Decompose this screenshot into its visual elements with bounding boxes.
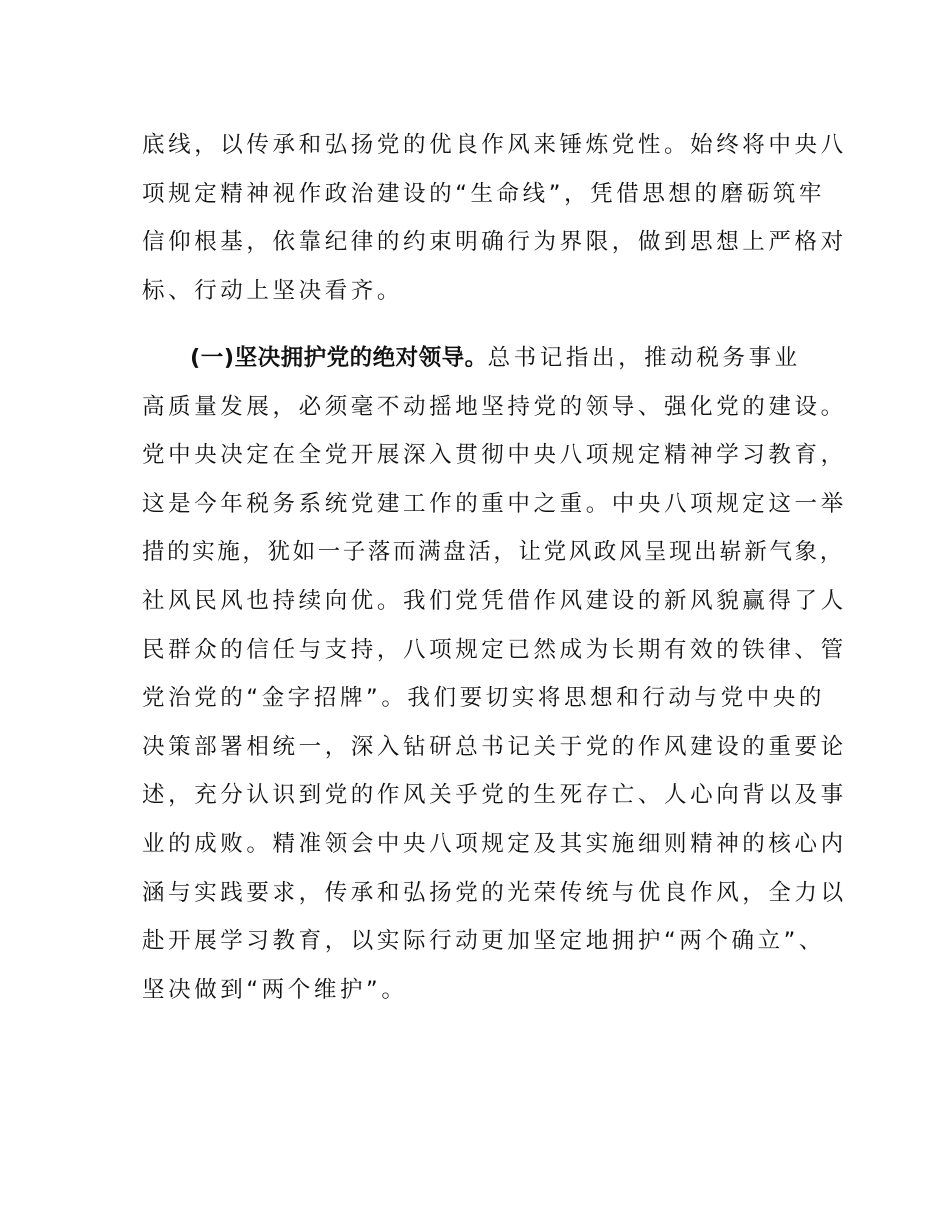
- text-line: 涵与实践要求，传承和弘扬党的光荣传统与优良作风，全力以: [142, 879, 847, 906]
- section-heading: (一)坚决拥护党的绝对领导。: [190, 345, 488, 371]
- text-line: 社风民风也持续向优。我们党凭借作风建设的新风貌赢得了人: [142, 587, 847, 614]
- text-line: 标、行动上坚决看齐。: [142, 277, 404, 304]
- text-line: 决策部署相统一，深入钻研总书记关于党的作风建设的重要论: [142, 733, 847, 760]
- paragraph-2: [142, 334, 847, 1014]
- text-line: 党中央决定在全党开展深入贯彻中央八项规定精神学习教育，: [142, 442, 847, 469]
- paragraph-1: [142, 121, 847, 315]
- text-line: 民群众的信任与支持，八项规定已然成为长期有效的铁律、管: [142, 636, 847, 663]
- text-line: 高质量发展，必须毫不动摇地坚持党的领导、强化党的建设。: [142, 393, 847, 420]
- text-line: 业的成败。精准领会中央八项规定及其实施细则精神的核心内: [142, 830, 847, 857]
- text-line: 这是今年税务系统党建工作的重中之重。中央八项规定这一举: [142, 490, 847, 517]
- text-line: 赴开展学习教育，以实际行动更加坚定地拥护“两个确立”、: [142, 928, 826, 955]
- text-line: 措的实施，犹如一子落而满盘活，让党风政风呈现出崭新气象，: [142, 539, 845, 566]
- text-span: 总书记指出，推动税务事业: [487, 345, 801, 371]
- paragraph-first-line: [142, 334, 832, 383]
- text-line: 党治党的“金字招牌”。我们要切实将思想和行动与党中央的: [142, 685, 826, 712]
- text-line: 信仰根基，依靠纪律的约束明确行为界限，做到思想上严格对: [142, 229, 847, 256]
- text-line: 述，充分认识到党的作风关乎党的生死存亡、人心向背以及事: [142, 782, 847, 809]
- text-line: 项规定精神视作政治建设的“生命线”，凭借思想的磨砺筑牢: [142, 180, 826, 207]
- text-line: 坚决做到“两个维护”。: [142, 976, 408, 1003]
- text-line: 底线，以传承和弘扬党的优良作风来锤炼党性。始终将中央八: [142, 132, 847, 158]
